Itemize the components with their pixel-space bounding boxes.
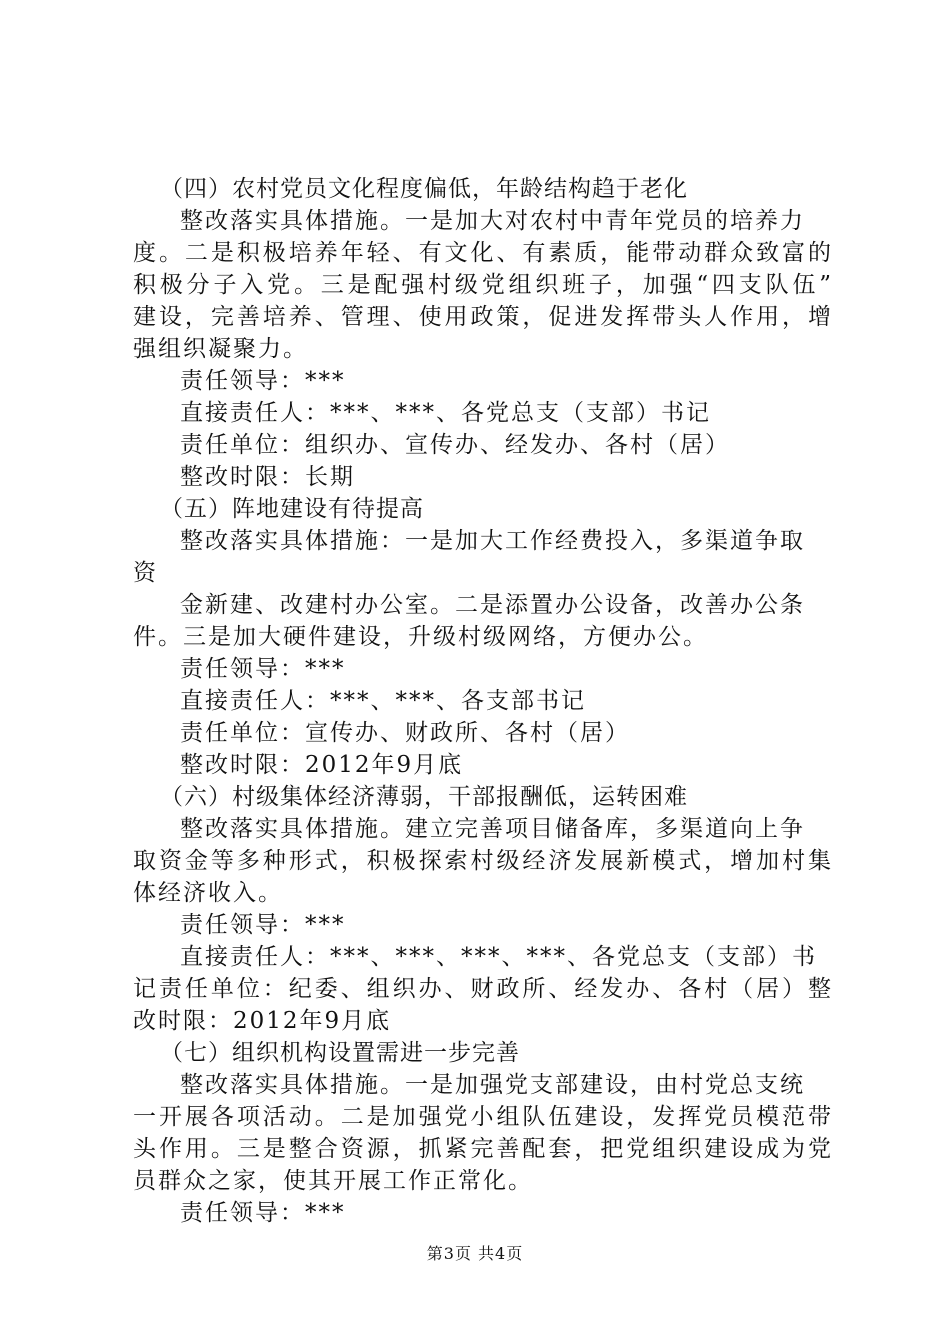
paragraph-line: 强组织凝聚力。 xyxy=(133,336,308,362)
paragraph-line: 整改落实具体措施：一是加大工作经费投入，多渠道争取 xyxy=(180,528,805,554)
responsible-unit: 记责任单位：纪委、组织办、财政所、经发办、各村（居）整 xyxy=(133,976,833,1002)
paragraph-line: 度。二是积极培养年轻、有文化、有素质，能带动群众致富的 xyxy=(133,240,833,266)
section-heading-4: （四）农村党员文化程度偏低，年龄结构趋于老化 xyxy=(160,176,688,202)
responsible-unit: 责任单位：宣传办、财政所、各村（居） xyxy=(180,720,630,746)
paragraph-line: 件。三是加大硬件建设，升级村级网络，方便办公。 xyxy=(133,624,708,650)
responsible-leader: 责任领导：*** xyxy=(180,1200,346,1226)
paragraph-line: 一开展各项活动。二是加强党小组队伍建设，发挥党员模范带 xyxy=(133,1104,833,1130)
paragraph-line: 金新建、改建村办公室。二是添置办公设备，改善办公条 xyxy=(180,592,805,618)
direct-responsible-person: 直接责任人：***、***、各党总支（支部）书记 xyxy=(180,400,711,426)
direct-responsible-person: 直接责任人：***、***、***、***、各党总支（支部）书 xyxy=(180,944,817,970)
paragraph-line: 整改落实具体措施。建立完善项目储备库，多渠道向上争 xyxy=(180,816,805,842)
paragraph-line: 头作用。三是整合资源，抓紧完善配套，把党组织建设成为党 xyxy=(133,1136,833,1162)
paragraph-line: 积极分子入党。三是配强村级党组织班子，加强“四支队伍” xyxy=(133,272,833,298)
paragraph-line: 取资金等多种形式，积极探索村级经济发展新模式，增加村集 xyxy=(133,848,833,874)
responsible-leader: 责任领导：*** xyxy=(180,912,346,938)
responsible-leader: 责任领导：*** xyxy=(180,368,346,394)
responsible-leader: 责任领导：*** xyxy=(180,656,346,682)
paragraph-line: 建设，完善培养、管理、使用政策，促进发挥带头人作用，增 xyxy=(133,304,833,330)
section-heading-7: （七）组织机构设置需进一步完善 xyxy=(160,1040,520,1066)
paragraph-line: 体经济收入。 xyxy=(133,880,283,906)
rectification-deadline: 整改时限：长期 xyxy=(180,464,355,490)
rectification-deadline: 整改时限：2012年9月底 xyxy=(180,752,464,778)
section-heading-6: （六）村级集体经济薄弱，干部报酬低，运转困难 xyxy=(160,784,688,810)
section-heading-5: （五）阵地建设有待提高 xyxy=(160,496,424,522)
direct-responsible-person: 直接责任人：***、***、各支部书记 xyxy=(180,688,586,714)
paragraph-line: 整改落实具体措施。一是加强党支部建设，由村党总支统 xyxy=(180,1072,805,1098)
paragraph-line: 资 xyxy=(133,560,158,586)
rectification-deadline: 改时限：2012年9月底 xyxy=(133,1008,392,1034)
paragraph-line: 员群众之家，使其开展工作正常化。 xyxy=(133,1168,533,1194)
page-number-footer: 第3页 共4页 xyxy=(426,1244,524,1263)
paragraph-line: 整改落实具体措施。一是加大对农村中青年党员的培养力 xyxy=(180,208,805,234)
responsible-unit: 责任单位：组织办、宣传办、经发办、各村（居） xyxy=(180,432,730,458)
